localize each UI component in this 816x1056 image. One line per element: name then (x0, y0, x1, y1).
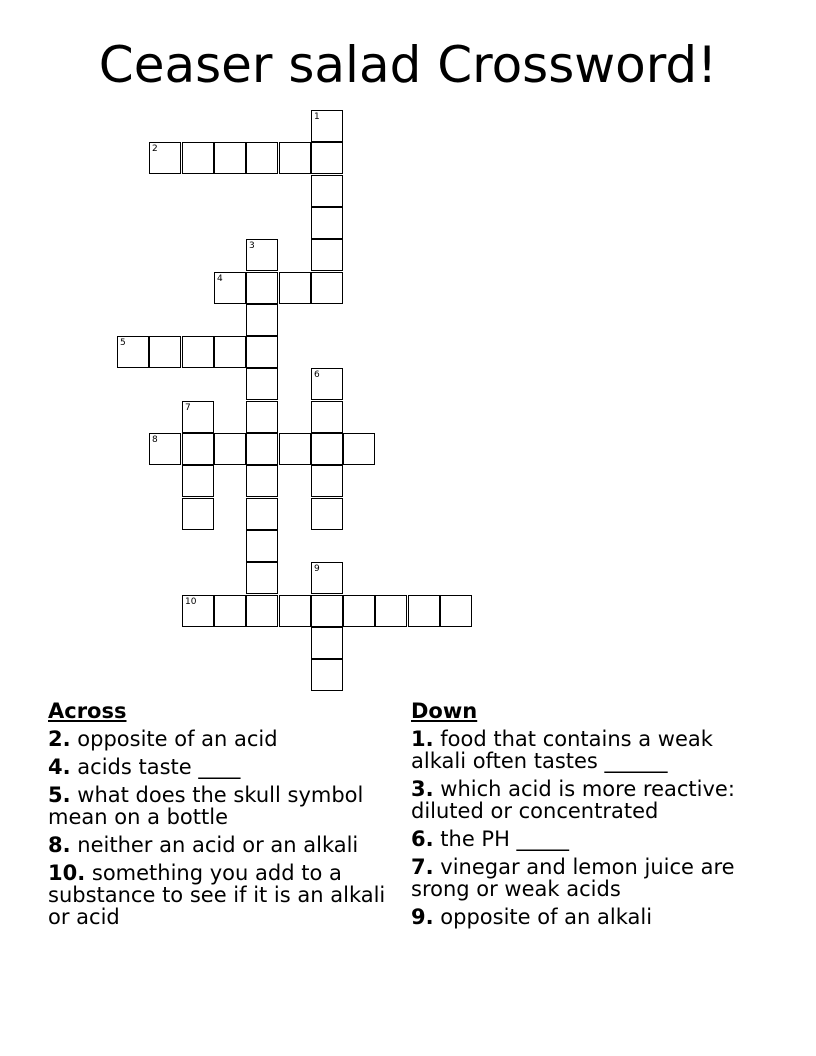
crossword-cell[interactable] (149, 142, 181, 174)
crossword-cell[interactable] (214, 142, 246, 174)
crossword-cell[interactable] (279, 433, 311, 465)
crossword-cell[interactable] (311, 175, 343, 207)
across-heading: Across (48, 699, 127, 723)
down-clue (411, 856, 751, 900)
crossword-cell[interactable] (343, 595, 375, 627)
crossword-cell[interactable] (311, 498, 343, 530)
clue-text: the PH _____ (440, 827, 570, 851)
crossword-cell[interactable] (246, 595, 278, 627)
crossword-cell[interactable] (149, 433, 181, 465)
crossword-cell[interactable] (182, 336, 214, 368)
crossword-cell[interactable] (246, 368, 278, 400)
clue-number: 2. (48, 727, 71, 751)
clue-text: neither an acid or an alkali (77, 833, 359, 857)
cell-number: 5 (120, 338, 126, 348)
crossword-cell[interactable] (182, 142, 214, 174)
crossword-cell[interactable] (246, 530, 278, 562)
crossword-cell[interactable] (343, 433, 375, 465)
across-clue (48, 834, 388, 856)
down-clue (411, 828, 751, 850)
crossword-cell[interactable] (246, 562, 278, 594)
down-heading: Down (411, 699, 478, 723)
clue-number: 9. (411, 905, 434, 929)
down-clue (411, 728, 751, 772)
crossword-cell[interactable] (117, 336, 149, 368)
crossword-cell[interactable] (246, 272, 278, 304)
cell-number: 10 (185, 597, 197, 607)
clue-text: food that contains a weak alkali often tastes ______ (411, 727, 713, 773)
crossword-cell[interactable] (311, 401, 343, 433)
crossword-cell[interactable] (214, 336, 246, 368)
crossword-cell[interactable] (311, 142, 343, 174)
across-clues (48, 700, 388, 934)
across-clue (48, 728, 388, 750)
crossword-cell[interactable] (408, 595, 440, 627)
crossword-cell[interactable] (182, 433, 214, 465)
cell-number: 3 (249, 241, 255, 251)
clue-number: 7. (411, 855, 434, 879)
crossword-cell[interactable] (279, 272, 311, 304)
clue-number: 4. (48, 755, 71, 779)
crossword-cell[interactable] (311, 272, 343, 304)
down-clue (411, 778, 751, 822)
down-clue (411, 906, 751, 928)
across-clue (48, 756, 388, 778)
crossword-cell[interactable] (279, 595, 311, 627)
crossword-cell[interactable] (214, 433, 246, 465)
clue-number: 1. (411, 727, 434, 751)
clue-text: vinegar and lemon juice are srong or weak acids (411, 855, 735, 901)
clue-text: what does the skull symbol mean on a bottle (48, 783, 364, 829)
crossword-cell[interactable] (311, 239, 343, 271)
down-clues (411, 700, 751, 934)
cell-number: 2 (152, 144, 158, 154)
page-title: Ceaser salad Crossword! (98, 36, 718, 94)
clue-number: 10. (48, 861, 86, 885)
clue-number: 5. (48, 783, 71, 807)
clue-text: something you add to a substance to see if it is an alkali or acid (48, 861, 386, 929)
cell-number: 1 (314, 112, 320, 122)
clue-text: opposite of an acid (77, 727, 278, 751)
crossword-cell[interactable] (246, 142, 278, 174)
clue-text: which acid is more reactive: diluted or concentrated (411, 777, 735, 823)
crossword-cell[interactable] (246, 239, 278, 271)
crossword-cell[interactable] (311, 433, 343, 465)
crossword-cell[interactable] (182, 498, 214, 530)
crossword-cell[interactable] (246, 433, 278, 465)
cell-number: 4 (217, 274, 223, 284)
crossword-cell[interactable] (246, 465, 278, 497)
clue-number: 6. (411, 827, 434, 851)
across-clue (48, 862, 388, 928)
crossword-cell[interactable] (246, 401, 278, 433)
crossword-cell[interactable] (182, 465, 214, 497)
crossword-cell[interactable] (311, 659, 343, 691)
cell-number: 9 (314, 564, 320, 574)
crossword-cell[interactable] (214, 595, 246, 627)
crossword-cell[interactable] (311, 562, 343, 594)
clue-text: opposite of an alkali (440, 905, 653, 929)
crossword-cell[interactable] (311, 595, 343, 627)
crossword-cell[interactable] (246, 336, 278, 368)
crossword-cell[interactable] (440, 595, 472, 627)
cell-number: 8 (152, 435, 158, 445)
crossword-cell[interactable] (311, 110, 343, 142)
crossword-cell[interactable] (311, 207, 343, 239)
crossword-cell[interactable] (375, 595, 407, 627)
crossword-cell[interactable] (311, 627, 343, 659)
crossword-cell[interactable] (246, 498, 278, 530)
crossword-cell[interactable] (311, 465, 343, 497)
across-clue (48, 784, 388, 828)
clue-number: 8. (48, 833, 71, 857)
crossword-cell[interactable] (214, 272, 246, 304)
crossword-cell[interactable] (246, 304, 278, 336)
crossword-cell[interactable] (311, 368, 343, 400)
crossword-cell[interactable] (182, 595, 214, 627)
cell-number: 7 (185, 403, 191, 413)
crossword-cell[interactable] (149, 336, 181, 368)
crossword-cell[interactable] (182, 401, 214, 433)
cell-number: 6 (314, 370, 320, 380)
clue-text: acids taste ____ (77, 755, 241, 779)
clue-number: 3. (411, 777, 434, 801)
crossword-cell[interactable] (279, 142, 311, 174)
